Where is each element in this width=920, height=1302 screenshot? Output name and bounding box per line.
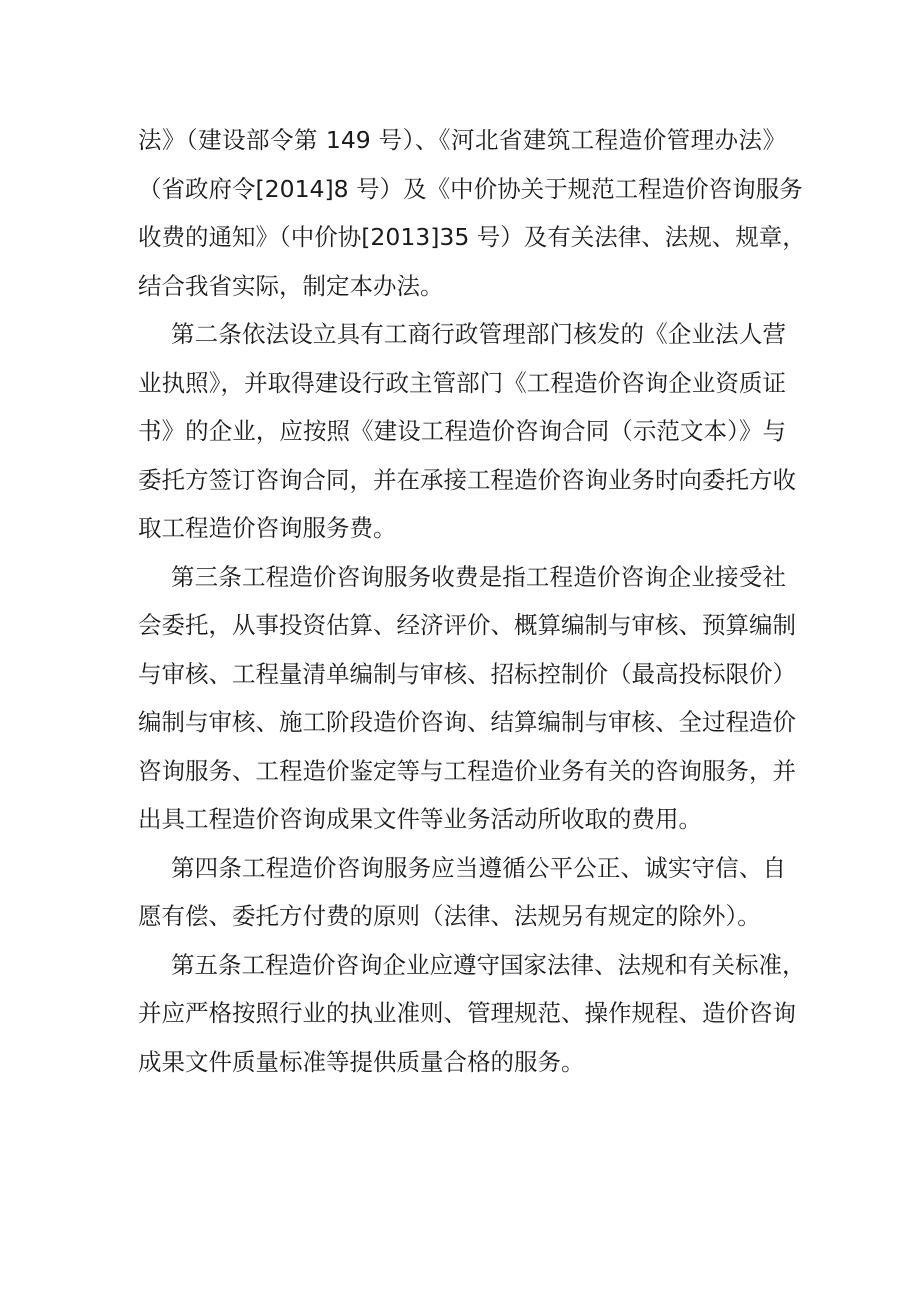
document-body — [138, 116, 806, 1086]
text-line: 第五条工程造价咨询企业应遵守国家法律、法规和有关标准， — [171, 950, 806, 979]
text-line: 并应严格按照行业的执业准则、管理规范、操作规程、造价咨询 — [138, 999, 796, 1027]
text-line: 会委托，从事投资估算、经济评价、概算编制与审核、预算编制 — [138, 611, 796, 639]
text-line: 第四条工程造价咨询服务应当遵循公平公正、诚实守信、自 — [171, 853, 786, 882]
text-line: 结合我省实际，制定本办法。 — [138, 271, 444, 300]
paragraph-article-4 — [138, 844, 786, 941]
text-line: 书》的企业，应按照《建设工程造价咨询合同（示范文本）》与 — [138, 417, 786, 445]
paragraph-continued — [138, 116, 806, 310]
text-line: 收费的通知》（中价协[2013]35 号）及有关法律、法规、规章， — [138, 223, 806, 251]
text-line: 出具工程造价咨询成果文件等业务活动所收取的费用。 — [138, 805, 702, 833]
paragraph-article-5 — [138, 941, 806, 1087]
text-line: 成果文件质量标准等提供质量合格的服务。 — [138, 1047, 585, 1076]
text-line: 业执照》，并取得建设行政主管部门《工程造价咨询企业资质证 — [138, 368, 786, 397]
text-line: 取工程造价咨询服务费。 — [138, 514, 397, 542]
text-line: （省政府令[2014]8 号）及《中价协关于规范工程造价咨询服务 — [138, 174, 803, 203]
text-line: 第三条工程造价咨询服务收费是指工程造价咨询企业接受社 — [171, 562, 786, 591]
paragraph-article-3 — [138, 553, 796, 844]
text-line: 委托方签订咨询合同，并在承接工程造价咨询业务时向委托方收 — [138, 465, 796, 494]
text-line: 第二条依法设立具有工商行政管理部门核发的《企业法人营 — [171, 320, 786, 348]
text-line: 与审核、工程量清单编制与审核、招标控制价（最高投标限价） — [138, 659, 796, 688]
paragraph-article-2 — [138, 310, 796, 553]
text-line: 愿有偿、委托方付费的原则（法律、法规另有规定的除外）。 — [138, 902, 761, 930]
text-line: 编制与审核、施工阶段造价咨询、结算编制与审核、全过程造价 — [138, 708, 796, 736]
text-line: 法》（建设部令第 149 号）、《河北省建筑工程造价管理办法》 — [138, 126, 786, 154]
text-line: 咨询服务、工程造价鉴定等与工程造价业务有关的咨询服务，并 — [138, 756, 796, 785]
